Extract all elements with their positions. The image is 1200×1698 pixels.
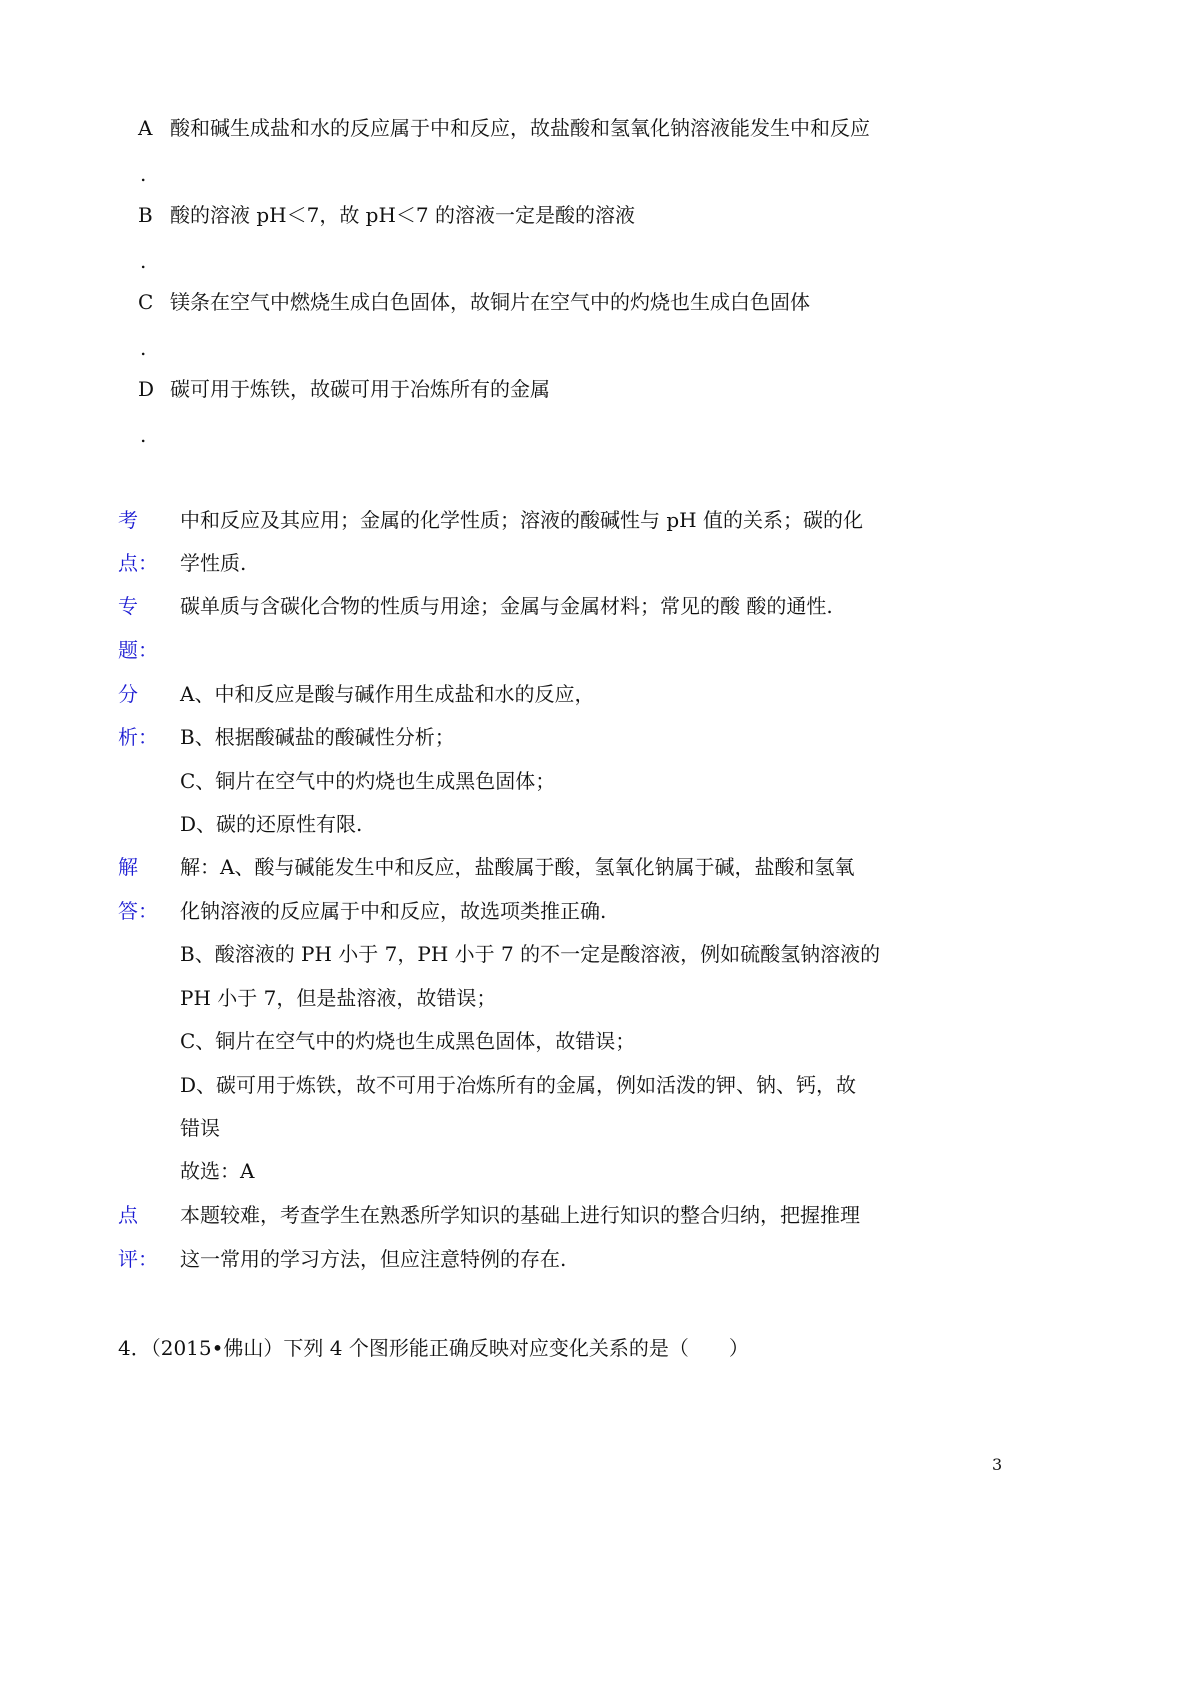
jieda-label-1: 解 (118, 855, 138, 879)
jieda-line-3: B、酸溶液的 PH 小于 7，PH 小于 7 的不一定是酸溶液，例如硫酸氢钠溶液的 (180, 942, 881, 966)
zhuanti-line-1: 碳单质与含碳化合物的性质与用途；金属与金属材料；常见的酸 酸的通性. (180, 594, 833, 618)
dianping-line-2: 这一常用的学习方法，但应注意特例的存在. (180, 1247, 567, 1271)
jieda-line-7: 错误 (180, 1116, 220, 1140)
fenxi-label-1: 分 (118, 682, 138, 706)
kaodian-line-2: 学性质. (180, 551, 247, 575)
option-b-dot: . (140, 249, 147, 273)
option-d-letter: D (138, 377, 155, 401)
option-b-text: 酸的溶液 pH＜7，故 pH＜7 的溶液一定是酸的溶液 (170, 203, 636, 227)
dianping-label-1: 点 (118, 1203, 138, 1227)
fenxi-line-1: A、中和反应是酸与碱作用生成盐和水的反应， (180, 682, 595, 706)
option-c-letter: C (138, 290, 154, 314)
option-c-dot: . (140, 336, 147, 360)
option-d-text: 碳可用于炼铁，故碳可用于冶炼所有的金属 (170, 377, 550, 401)
jieda-line-5: C、铜片在空气中的灼烧也生成黑色固体，故错误； (180, 1029, 636, 1053)
option-a-text: 酸和碱生成盐和水的反应属于中和反应，故盐酸和氢氧化钠溶液能发生中和反应 (170, 116, 870, 140)
kaodian-line-1: 中和反应及其应用；金属的化学性质；溶液的酸碱性与 pH 值的关系；碳的化 (180, 508, 863, 532)
jieda-line-6: D、碳可用于炼铁，故不可用于冶炼所有的金属，例如活泼的钾、钠、钙，故 (180, 1073, 857, 1097)
option-a-letter: A (138, 116, 153, 140)
zhuanti-label-1: 专 (118, 594, 138, 618)
jieda-line-4: PH 小于 7，但是盐溶液，故错误； (180, 986, 497, 1010)
dianping-line-1: 本题较难，考查学生在熟悉所学知识的基础上进行知识的整合归纳，把握推理 (180, 1203, 860, 1227)
fenxi-label-2: 析： (118, 725, 158, 749)
question-4: 4．（2015•佛山）下列 4 个图形能正确反映对应变化关系的是（ ） (118, 1336, 749, 1360)
jieda-line-1: 解：A、酸与碱能发生中和反应，盐酸属于酸，氢氧化钠属于碱，盐酸和氢氧 (180, 855, 855, 879)
fenxi-line-3: C、铜片在空气中的灼烧也生成黑色固体； (180, 769, 556, 793)
fenxi-line-4: D、碳的还原性有限. (180, 812, 363, 836)
dianping-label-2: 评： (118, 1247, 158, 1271)
page-number: 3 (992, 1455, 1003, 1474)
option-a-dot: . (140, 162, 147, 186)
zhuanti-label-2: 题： (118, 638, 158, 662)
kaodian-label-2: 点： (118, 551, 158, 575)
kaodian-label-1: 考 (118, 508, 138, 532)
jieda-line-8: 故选：A (180, 1159, 255, 1183)
option-d-dot: . (140, 423, 147, 447)
option-b-letter: B (138, 203, 153, 227)
jieda-line-2: 化钠溶液的反应属于中和反应，故选项类推正确. (180, 899, 607, 923)
option-c-text: 镁条在空气中燃烧生成白色固体，故铜片在空气中的灼烧也生成白色固体 (170, 290, 810, 314)
jieda-label-2: 答： (118, 899, 158, 923)
fenxi-line-2: B、根据酸碱盐的酸碱性分析； (180, 725, 455, 749)
